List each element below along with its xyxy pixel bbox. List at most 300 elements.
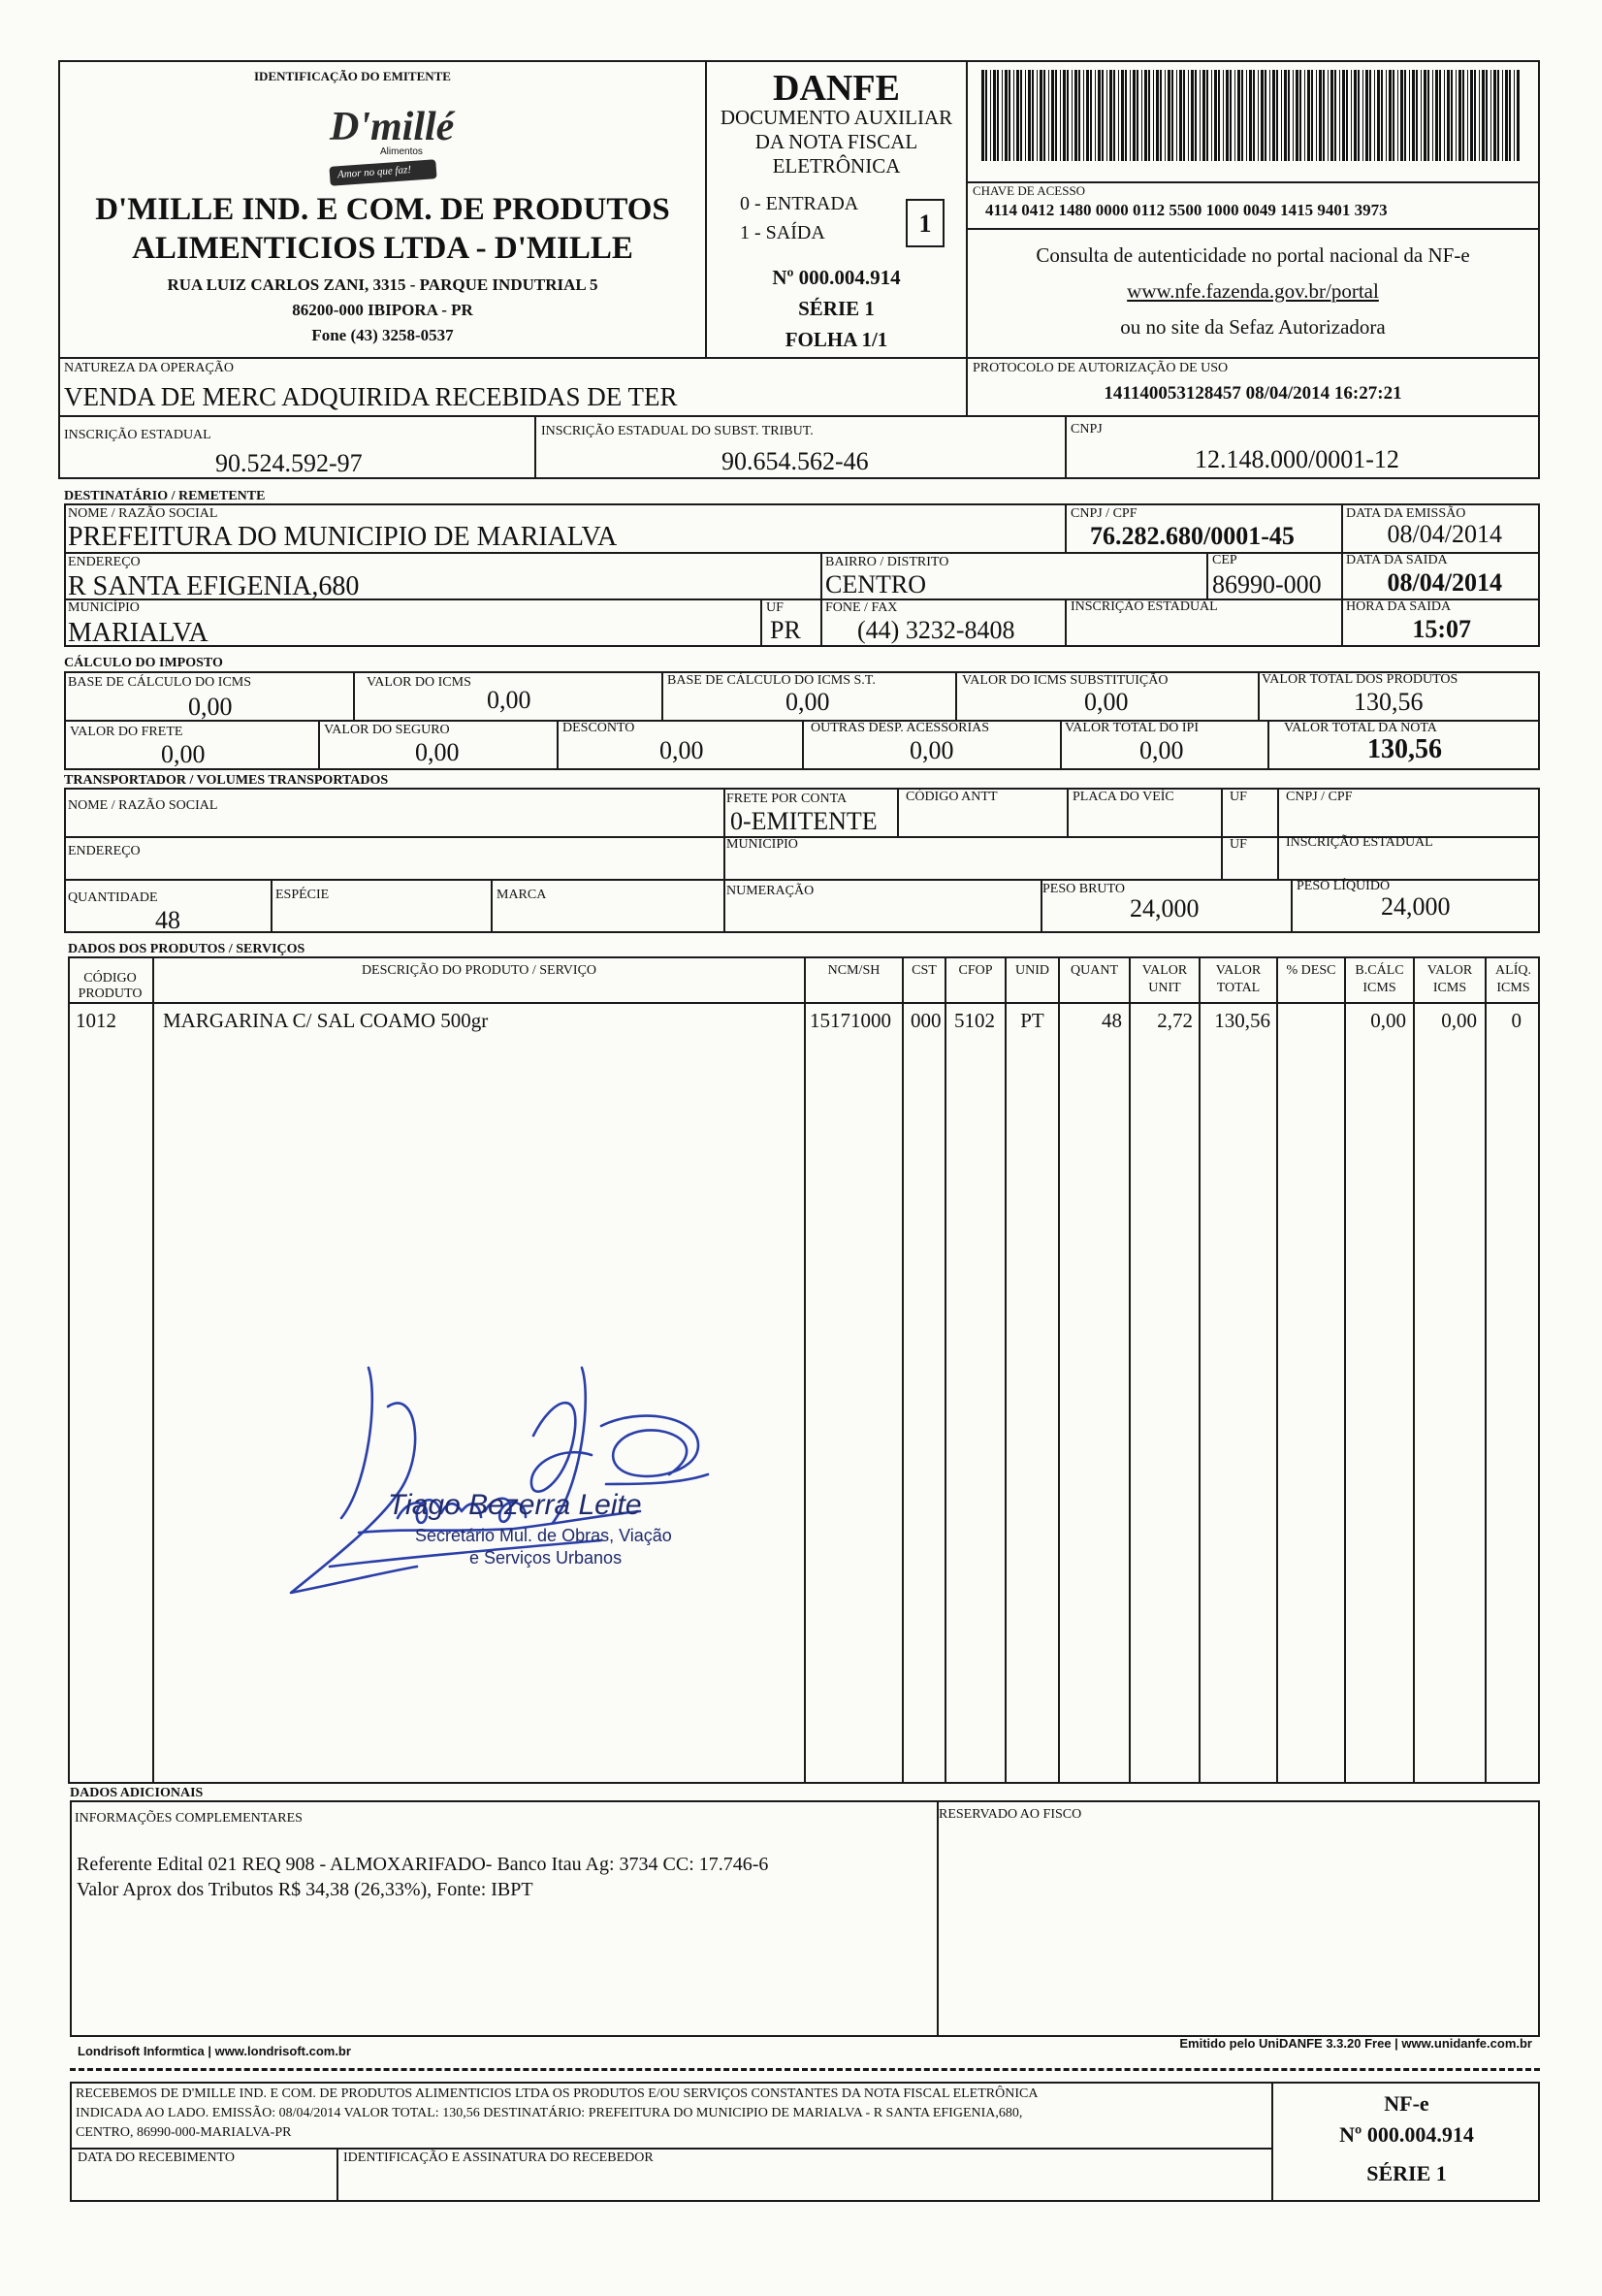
total-nota-label: VALOR TOTAL DA NOTA [1284, 721, 1437, 735]
nf-numero: Nº 000.004.914 [772, 266, 901, 289]
barcode-bar [1424, 70, 1426, 161]
col-divider [1413, 956, 1415, 1784]
barcode-bar [1072, 70, 1073, 161]
company-logo [308, 93, 464, 194]
barcode-bar [1479, 70, 1480, 161]
barcode-bar [1241, 70, 1243, 161]
transp-endereco-label: ENDEREÇO [68, 844, 141, 858]
barcode-bar [1013, 70, 1014, 161]
marca-label: MARCA [497, 888, 547, 902]
dest-bairro-value: CENTRO [825, 570, 926, 598]
barcode-bar [1223, 70, 1224, 161]
barcode-bar [1211, 70, 1212, 161]
consulta-line1: Consulta de autenticidade no portal nacional da NF-e [1036, 243, 1470, 267]
barcode-bar [1032, 70, 1034, 161]
natureza-value: VENDA DE MERC ADQUIRIDA RECEBIDAS DE TER [64, 382, 678, 411]
barcode-bar [1365, 70, 1368, 161]
nf-folha: FOLHA 1/1 [785, 328, 888, 351]
barcode-bar [1319, 70, 1322, 161]
dest-ie-label: INSCRIÇÃO ESTADUAL [1071, 599, 1218, 614]
col-divider [1276, 956, 1278, 1784]
barcode-bar [1160, 70, 1162, 161]
data-emissao-value: 08/04/2014 [1387, 520, 1502, 548]
data-saida-label: DATA DA SAÍDA [1346, 553, 1448, 567]
ipi-label: VALOR TOTAL DO IPI [1065, 721, 1199, 735]
info-line-2: Valor Aprox dos Tributos R$ 34,38 (26,33%), Fonte: IBPT [77, 1879, 533, 1900]
barcode-bar [1195, 70, 1197, 161]
barcode-bar [1416, 70, 1418, 161]
col-divider [945, 956, 946, 1784]
barcode-bar [1183, 70, 1185, 161]
barcode-bar [1323, 70, 1325, 161]
dest-endereco-value: R SANTA EFIGENIA,680 [68, 571, 360, 601]
barcode-bar [1328, 70, 1329, 161]
barcode-bar [1121, 70, 1124, 161]
numeracao-label: NUMERAÇÃO [726, 884, 815, 898]
barcode-bar [1020, 70, 1022, 161]
barcode-bar [1191, 70, 1194, 161]
col-divider [1344, 956, 1346, 1784]
barcode-bar [1304, 70, 1305, 161]
canhoto-line-2: INDICADA AO LADO. EMISSÃO: 08/04/2014 VALOR TOTAL: 130,56 DESTINATÁRIO: PREFEITURA DO MUNICIPIO DE MARIALVA - R SANTA EFIGENIA,680, [76, 2106, 1023, 2120]
col-divider [902, 956, 904, 1784]
barcode-bar [1276, 70, 1278, 161]
info-line-1: Referente Edital 021 REQ 908 - ALMOXARIFADO- Banco Itau Ag: 3734 CC: 17.746-6 [77, 1854, 769, 1875]
base-icms-label: BASE DE CÁLCULO DO ICMS [68, 675, 252, 690]
dest-cep-label: CEP [1212, 553, 1237, 567]
barcode-bar [1234, 70, 1235, 161]
data-saida-value: 08/04/2014 [1387, 568, 1502, 597]
dest-fone-label: FONE / FAX [825, 600, 898, 615]
seguro-value: 0,00 [415, 738, 460, 766]
valor-st-label: VALOR DO ICMS SUBSTITUIÇÃO [962, 673, 1169, 688]
canhoto-divider-h [70, 2148, 1273, 2150]
col-header-codigo-2: PRODUTO [78, 986, 143, 1001]
data-emissao-label: DATA DA EMISSÃO [1346, 506, 1466, 521]
barcode-bar [1206, 70, 1208, 161]
barcode-bar [1404, 70, 1406, 161]
barcode-bar [1171, 70, 1173, 161]
barcode-bar [1427, 70, 1429, 161]
barcode-bar [1374, 70, 1375, 161]
barcode-bar [1043, 70, 1045, 161]
barcode-bar [1037, 70, 1038, 161]
emitente-label: IDENTIFICAÇÃO DO EMITENTE [254, 69, 451, 83]
barcode-bar [1400, 70, 1403, 161]
barcode-bar [1133, 70, 1136, 161]
dest-municipio-value: MARIALVA [68, 618, 208, 648]
reservado-fisco-box [937, 1800, 1540, 2037]
col-header-aliq-2: ICMS [1496, 981, 1530, 995]
base-st-label: BASE DE CÁLCULO DO ICMS S.T. [667, 673, 876, 688]
barcode-bar [1109, 70, 1112, 161]
barcode-bar [1153, 70, 1154, 161]
col-header-aliq-1: ALÍQ. [1495, 963, 1531, 978]
barcode-bar [1179, 70, 1182, 161]
valor-icms-label: VALOR DO ICMS [367, 675, 471, 690]
barcode-bar [1490, 70, 1491, 161]
danfe-subtitle-3: ELETRÔNICA [772, 154, 901, 178]
transp-nome-label: NOME / RAZÃO SOCIAL [68, 798, 218, 813]
handwritten-signature [272, 1339, 815, 1620]
chave-label: CHAVE DE ACESSO [973, 183, 1086, 198]
assinatura-recebedor-label: IDENTIFICAÇÃO E ASSINATURA DO RECEBEDOR [343, 2150, 654, 2165]
cut-line [70, 2068, 1540, 2071]
barcode-bar [1188, 70, 1189, 161]
barcode-bar [1083, 70, 1084, 161]
barcode-bar [1074, 70, 1077, 161]
valor-st-value: 0,00 [1084, 688, 1129, 716]
placa-label: PLACA DO VEÍC [1073, 790, 1174, 804]
col-header-bcicms-2: ICMS [1362, 981, 1396, 995]
cell-quant: 48 [1102, 1009, 1122, 1032]
barcode-bar [1025, 70, 1026, 161]
cell-unid: PT [1020, 1009, 1044, 1032]
barcode-bar [1005, 70, 1008, 161]
antt-label: CÓDIGO ANTT [906, 790, 998, 804]
barcode-bar [1311, 70, 1313, 161]
barcode-bar [1067, 70, 1069, 161]
col-header-bcicms-1: B.CÁLC [1355, 963, 1404, 978]
barcode-bar [1397, 70, 1398, 161]
danfe-title: DANFE [773, 68, 900, 109]
barcode-bar [1176, 70, 1177, 161]
barcode-bar [1048, 70, 1049, 161]
frete-value: 0,00 [161, 740, 206, 768]
logo-brand: D'millé [330, 105, 455, 149]
barcode-bar [1226, 70, 1229, 161]
transp-municipio-box [723, 836, 1223, 881]
barcode-bar [1113, 70, 1115, 161]
company-address: RUA LUIZ CARLOS ZANI, 3315 - PARQUE INDUTRIAL 5 [167, 275, 598, 294]
barcode-bar [1202, 70, 1205, 161]
barcode-bar [1060, 70, 1061, 161]
canhoto-divider-v2 [336, 2148, 338, 2202]
barcode-bar [1016, 70, 1019, 161]
barcode-bar [1474, 70, 1476, 161]
col-header-vtotal-2: TOTAL [1216, 981, 1261, 995]
barcode-bar [1354, 70, 1357, 161]
total-produtos-label: VALOR TOTAL DOS PRODUTOS [1262, 672, 1458, 687]
imposto-section-label: CÁLCULO DO IMPOSTO [64, 656, 223, 670]
dest-nome-label: NOME / RAZÃO SOCIAL [68, 506, 218, 521]
col-divider [1005, 956, 1007, 1784]
cnpj-label: CNPJ [1071, 422, 1103, 437]
barcode-bar [1281, 70, 1282, 161]
cell-codigo: 1012 [76, 1009, 116, 1032]
barcode-bar [990, 70, 991, 161]
barcode-bar [1462, 70, 1464, 161]
barcode-bar [1200, 70, 1201, 161]
barcode-bar [1409, 70, 1410, 161]
saida-label: 1 - SAÍDA [740, 222, 825, 243]
barcode-bar [1339, 70, 1340, 161]
tipo-operacao-box: 1 [906, 199, 945, 247]
barcode-bar [1246, 70, 1247, 161]
barcode-bar [1493, 70, 1496, 161]
barcode-bar [1288, 70, 1290, 161]
canhoto-line-3: CENTRO, 86990-000-MARIALVA-PR [76, 2125, 292, 2140]
barcode-bar [1284, 70, 1287, 161]
valor-icms-value: 0,00 [487, 686, 531, 714]
barcode-bar [1316, 70, 1317, 161]
barcode-bar [1377, 70, 1380, 161]
transp-cnpj-label: CNPJ / CPF [1286, 790, 1353, 804]
dest-endereco-label: ENDEREÇO [68, 555, 141, 569]
barcode-bar [985, 70, 987, 161]
logo-sub: Alimentos [380, 146, 423, 157]
barcode-bar [1090, 70, 1092, 161]
outras-desp-label: OUTRAS DESP. ACESSÓRIAS [811, 721, 989, 735]
table-row [68, 1005, 1540, 1034]
barcode-bar [1040, 70, 1042, 161]
danfe-subtitle-2: DA NOTA FISCAL [754, 130, 918, 153]
col-header-descricao: DESCRIÇÃO DO PRODUTO / SERVIÇO [361, 963, 597, 978]
barcode-bar [1470, 70, 1473, 161]
transp-municipio-label: MUNICÍPIO [726, 837, 798, 852]
base-icms-value: 0,00 [188, 693, 233, 721]
outras-desp-value: 0,00 [910, 736, 954, 764]
barcode-bar [1509, 70, 1511, 161]
col-header-vunit-1: VALOR [1141, 963, 1188, 978]
dest-cep-value: 86990-000 [1212, 570, 1322, 598]
ie-label: INSCRIÇÃO ESTADUAL [64, 428, 211, 442]
barcode-bar [1467, 70, 1468, 161]
barcode-bar [1451, 70, 1453, 161]
dest-fone-value: (44) 3232-8408 [857, 616, 1015, 644]
barcode-bar [1141, 70, 1142, 161]
barcode-bar [1218, 70, 1220, 161]
barcode-bar [1156, 70, 1159, 161]
info-complementares-label: INFORMAÇÕES COMPLEMENTARES [75, 1811, 303, 1826]
destinatario-section-label: DESTINATÁRIO / REMETENTE [64, 489, 266, 503]
barcode-bar [1346, 70, 1348, 161]
col-header-ncm: NCM/SH [827, 963, 881, 978]
barcode-bar [1381, 70, 1383, 161]
dest-uf-value: PR [770, 616, 801, 644]
reservado-fisco-label: RESERVADO AO FISCO [939, 1807, 1082, 1822]
peso-bruto-value: 24,000 [1130, 894, 1200, 922]
col-divider [1058, 956, 1060, 1784]
barcode [981, 70, 1524, 161]
barcode-bar [1342, 70, 1345, 161]
quantidade-value: 48 [155, 906, 180, 934]
dest-nome-value: PREFEITURA DO MUNICIPIO DE MARIALVA [68, 522, 618, 552]
cnpj-value: 12.148.000/0001-12 [1195, 445, 1399, 473]
right-credit: Emitido pelo UniDANFE 3.3.20 Free | www.unidanfe.com.br [1179, 2036, 1532, 2051]
ipi-value: 0,00 [1139, 736, 1184, 764]
cell-bcicms: 0,00 [1370, 1009, 1406, 1032]
barcode-bar [1421, 70, 1422, 161]
protocolo-label: PROTOCOLO DE AUTORIZAÇÃO DE USO [973, 361, 1229, 375]
barcode-bar [1265, 70, 1266, 161]
frete-conta-label: FRETE POR CONTA [726, 792, 848, 806]
dest-municipio-label: MUNICÍPIO [68, 600, 140, 615]
col-header-cfop: CFOP [958, 963, 993, 978]
produtos-section-label: DADOS DOS PRODUTOS / SERVIÇOS [68, 942, 305, 956]
dest-uf-label: UF [766, 600, 784, 615]
company-name-line1: D'MILLE IND. E COM. DE PRODUTOS [95, 192, 670, 227]
signature-name: Tiago Bezerra Leite [388, 1489, 642, 1521]
protocolo-value: 141140053128457 08/04/2014 16:27:21 [1104, 383, 1402, 404]
company-name-line2: ALIMENTICIOS LTDA - D'MILLE [132, 231, 633, 266]
ie-st-label: INSCRIÇÃO ESTADUAL DO SUBST. TRIBUT. [541, 424, 814, 438]
ie-value: 90.524.592-97 [215, 449, 363, 477]
col-divider [1129, 956, 1131, 1784]
cell-descricao: MARGARINA C/ SAL COAMO 500gr [163, 1009, 489, 1032]
barcode-bar [1369, 70, 1371, 161]
especie-label: ESPÉCIE [275, 888, 330, 902]
transp-endereco-box [64, 836, 725, 881]
cell-aliq: 0 [1511, 1009, 1522, 1032]
logo-tagline: Amor no que faz! [329, 159, 436, 186]
barcode-bar [1351, 70, 1352, 161]
cell-vicms: 0,00 [1441, 1009, 1477, 1032]
data-recebimento-label: DATA DO RECEBIMENTO [78, 2150, 235, 2165]
consulta-line2: ou no site da Sefaz Autorizadora [1120, 315, 1386, 339]
barcode-bar [997, 70, 999, 161]
barcode-bar [981, 70, 984, 161]
desconto-label: DESCONTO [562, 721, 635, 735]
barcode-bar [1086, 70, 1089, 161]
natureza-label: NATUREZA DA OPERAÇÃO [64, 361, 235, 375]
quantidade-label: QUANTIDADE [68, 890, 158, 905]
barcode-bar [1214, 70, 1217, 161]
company-city: 86200-000 IBIPORA - PR [292, 301, 473, 319]
barcode-bar [1358, 70, 1360, 161]
col-divider [1199, 956, 1201, 1784]
col-header-codigo-1: CÓDIGO [83, 971, 137, 986]
barcode-bar [1439, 70, 1441, 161]
canhoto-nfe-label: NF-e [1384, 2091, 1429, 2116]
cell-ncm: 15171000 [810, 1009, 891, 1032]
consulta-url[interactable]: www.nfe.fazenda.gov.br/portal [1127, 279, 1379, 303]
cell-vunit: 2,72 [1157, 1009, 1193, 1032]
entrada-label: 0 - ENTRADA [740, 193, 859, 214]
total-produtos-value: 130,56 [1354, 688, 1424, 716]
col-header-unid: UNID [1015, 963, 1049, 978]
frete-conta-value: 0-EMITENTE [730, 807, 878, 835]
barcode-bar [1144, 70, 1147, 161]
barcode-bar [1230, 70, 1232, 161]
canhoto-nfe-numero: Nº 000.004.914 [1339, 2122, 1474, 2147]
dest-bairro-label: BAIRRO / DISTRITO [825, 555, 949, 569]
hora-saida-label: HORA DA SAÍDA [1346, 599, 1452, 614]
barcode-bar [1435, 70, 1438, 161]
transp-nome-box [64, 788, 725, 838]
barcode-bar [1447, 70, 1450, 161]
barcode-bar [1517, 70, 1520, 161]
barcode-bar [1165, 70, 1166, 161]
barcode-bar [1386, 70, 1387, 161]
base-st-value: 0,00 [785, 688, 830, 716]
col-header-quant: QUANT [1071, 963, 1118, 978]
barcode-bar [1432, 70, 1433, 161]
barcode-bar [1002, 70, 1003, 161]
seguro-label: VALOR DO SEGURO [324, 723, 450, 737]
col-header-vunit-2: UNIT [1148, 981, 1181, 995]
cell-cfop: 5102 [954, 1009, 995, 1032]
barcode-bar [1253, 70, 1255, 161]
barcode-bar [1098, 70, 1101, 161]
col-header-cst: CST [912, 963, 937, 978]
barcode-bar [1334, 70, 1336, 161]
barcode-bar [1412, 70, 1415, 161]
barcode-bar [1486, 70, 1488, 161]
transp-uf2-label: UF [1230, 837, 1247, 852]
barcode-bar [1118, 70, 1119, 161]
adicionais-section-label: DADOS ADICIONAIS [70, 1786, 204, 1800]
desconto-value: 0,00 [659, 736, 704, 764]
nf-serie: SÉRIE 1 [798, 297, 875, 320]
barcode-bar [1237, 70, 1240, 161]
barcode-bar [1261, 70, 1264, 161]
col-header-desc: % DESC [1286, 963, 1336, 978]
barcode-bar [1307, 70, 1310, 161]
col-divider [152, 956, 154, 1784]
left-credit: Londrisoft Informtica | www.londrisoft.com.br [78, 2044, 351, 2058]
barcode-bar [1168, 70, 1170, 161]
barcode-bar [1137, 70, 1138, 161]
cell-vtotal: 130,56 [1214, 1009, 1270, 1032]
canhoto-line-1: RECEBEMOS DE D'MILLE IND. E COM. DE PRODUTOS ALIMENTICIOS LTDA OS PRODUTOS E/OU SERVIÇOS CONSTANTES DA NOTA FISCAL ELETRÔNICA [76, 2086, 1039, 2101]
barcode-bar [1456, 70, 1457, 161]
peso-liquido-value: 24,000 [1381, 892, 1451, 921]
barcode-bar [1444, 70, 1445, 161]
barcode-bar [993, 70, 996, 161]
dest-cnpj-label: CNPJ / CPF [1071, 506, 1137, 521]
company-phone: Fone (43) 3258-0537 [311, 326, 454, 344]
signature-role-2: e Serviços Urbanos [469, 1548, 623, 1568]
transportador-section-label: TRANSPORTADOR / VOLUMES TRANSPORTADOS [64, 773, 389, 788]
transp-ie-label: INSCRIÇÃO ESTADUAL [1286, 835, 1433, 850]
barcode-bar [1106, 70, 1107, 161]
info-complementares-box [70, 1800, 939, 2037]
transp-uf-label: UF [1230, 790, 1247, 804]
barcode-bar [1051, 70, 1054, 161]
col-header-vicms-2: ICMS [1432, 981, 1467, 995]
barcode-bar [1148, 70, 1150, 161]
barcode-bar [1258, 70, 1259, 161]
barcode-bar [1130, 70, 1131, 161]
dest-cnpj-value: 76.282.680/0001-45 [1090, 522, 1295, 550]
chave-value: 4114 0412 1480 0000 0112 5500 1000 0049 1415 9401 3973 [985, 201, 1388, 219]
signature-role-1: Secretário Mul. de Obras, Viação [415, 1526, 672, 1545]
barcode-bar [1063, 70, 1066, 161]
barcode-bar [1272, 70, 1275, 161]
barcode-bar [1293, 70, 1294, 161]
col-header-vtotal-1: VALOR [1215, 963, 1262, 978]
danfe-subtitle-1: DOCUMENTO AUXILIAR [720, 106, 953, 129]
total-nota-value: 130,56 [1367, 734, 1442, 764]
barcode-bar [1389, 70, 1392, 161]
peso-bruto-label: PESO BRUTO [1042, 882, 1125, 896]
barcode-bar [1009, 70, 1010, 161]
barcode-bar [1102, 70, 1104, 161]
hora-saida-value: 15:07 [1412, 615, 1471, 643]
barcode-bar [1055, 70, 1057, 161]
barcode-bar [1497, 70, 1499, 161]
barcode-bar [1505, 70, 1508, 161]
barcode-bar [1299, 70, 1301, 161]
ie-st-value: 90.654.562-46 [721, 447, 869, 475]
peso-liquido-label: PESO LÍQUIDO [1297, 879, 1391, 893]
barcode-bar [1249, 70, 1252, 161]
barcode-bar [1514, 70, 1515, 161]
frete-label: VALOR DO FRETE [70, 725, 183, 739]
barcode-bar [1502, 70, 1503, 161]
barcode-bar [1482, 70, 1485, 161]
